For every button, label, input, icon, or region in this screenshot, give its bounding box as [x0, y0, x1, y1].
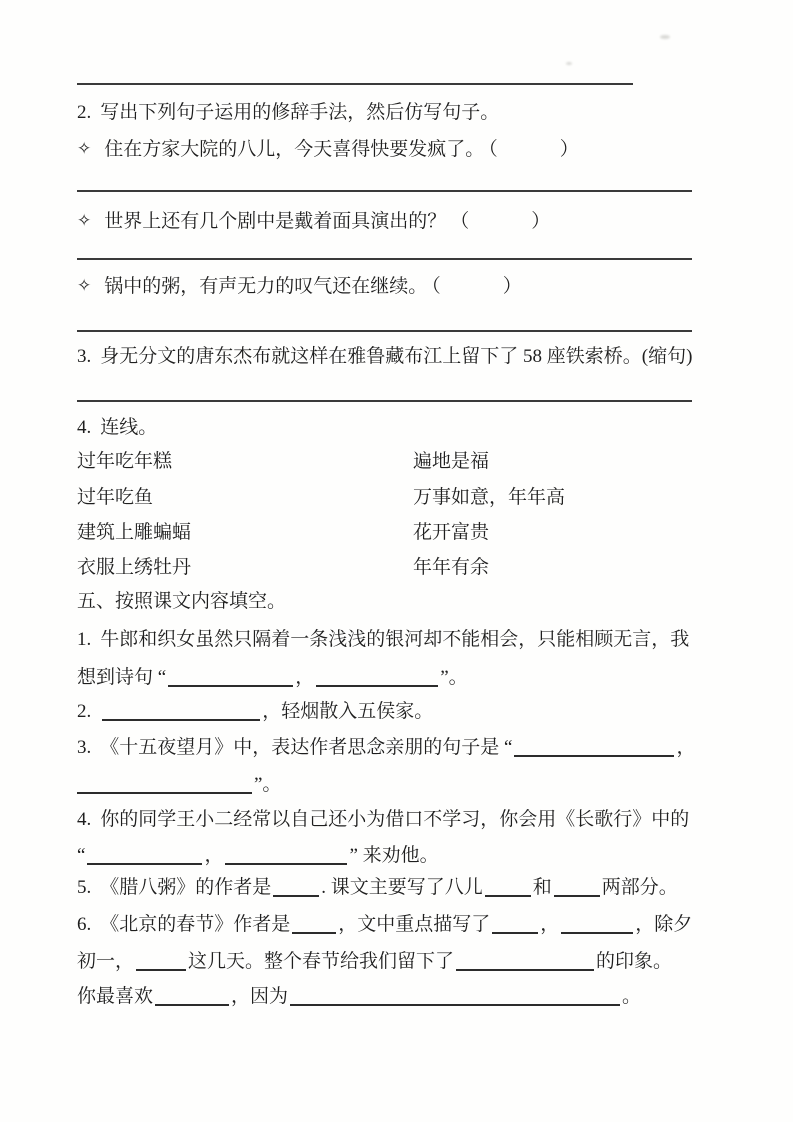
- match-right-item[interactable]: 年年有余: [413, 557, 490, 578]
- section5-q4-line1: [77, 802, 689, 838]
- answer-blank[interactable]: [168, 685, 293, 687]
- answer-blank[interactable]: [155, 1004, 229, 1006]
- match-left-item[interactable]: 过年吃年糕: [77, 451, 173, 472]
- question-number: 2.: [77, 701, 92, 722]
- section5-q3-line1: [77, 730, 695, 766]
- answer-blank[interactable]: [102, 719, 260, 721]
- answer-blank[interactable]: [136, 969, 186, 971]
- sentence-text: ，因为: [231, 986, 289, 1007]
- section5-q6-line2: [77, 944, 672, 980]
- match-row: [77, 550, 717, 586]
- match-left-item[interactable]: 衣服上绣牡丹: [77, 557, 192, 578]
- open-paren: （: [488, 139, 498, 160]
- question-text: 连线。: [100, 417, 158, 438]
- sentence-text: 和: [532, 877, 552, 898]
- sentence-text: ” 来劝他。: [349, 845, 439, 866]
- diamond-bullet-icon: ✧: [77, 139, 92, 158]
- answer-blank[interactable]: [492, 932, 538, 934]
- separator: ，: [295, 667, 315, 688]
- section5-q4-line2: [77, 838, 439, 874]
- match-right-item[interactable]: 遍地是福: [413, 451, 490, 472]
- match-right-item[interactable]: 万事如意，年年高: [413, 487, 566, 508]
- section5-q6-line1: [77, 907, 692, 943]
- match-row: [77, 515, 717, 551]
- sentence-text: 这几天。整个春节给我们留下了: [188, 951, 455, 972]
- answer-line[interactable]: [77, 190, 692, 192]
- answer-parens[interactable]: [450, 211, 550, 232]
- answer-blank[interactable]: [225, 863, 347, 865]
- sentence-text: 《十五夜望月》中，表达作者思念亲朋的句子是 “: [100, 737, 513, 758]
- question-number: 6.: [77, 914, 92, 935]
- answer-blank[interactable]: [77, 792, 252, 794]
- sentence-text: 两部分。: [601, 877, 678, 898]
- diamond-bullet-icon: ✧: [77, 211, 92, 230]
- separator: ，: [204, 845, 224, 866]
- sentence-text: ”。: [440, 667, 468, 688]
- sentence-text: 的印象。: [596, 951, 673, 972]
- question-2-item-1: [77, 132, 579, 168]
- question-number: 5.: [77, 877, 92, 898]
- answer-blank[interactable]: [554, 895, 600, 897]
- sentence-text: 《腊八粥》的作者是: [100, 877, 272, 898]
- separator: ，: [540, 914, 560, 935]
- match-row: [77, 444, 717, 480]
- match-row: [77, 480, 717, 516]
- sentence-text: 初一，: [77, 951, 135, 972]
- sentence-text: 住在方家大院的八儿，今天喜得快要发疯了。: [104, 139, 485, 160]
- section5-q3-line2: [77, 767, 281, 803]
- answer-blank[interactable]: [290, 1004, 620, 1006]
- answer-line[interactable]: [77, 258, 692, 260]
- answer-line[interactable]: [77, 83, 633, 85]
- match-left-item[interactable]: 建筑上雕蝙蝠: [77, 522, 192, 543]
- question-number: 1.: [77, 629, 92, 650]
- answer-blank[interactable]: [87, 863, 202, 865]
- sentence-text: ，除夕: [635, 914, 693, 935]
- answer-blank[interactable]: [561, 932, 633, 934]
- open-paren: （: [450, 211, 470, 232]
- match-left-item[interactable]: 过年吃鱼: [77, 487, 154, 508]
- sentence-text: ，轻烟散入五侯家。: [262, 701, 434, 722]
- section5-q5: [77, 870, 678, 906]
- section5-q2: [77, 694, 433, 730]
- answer-parens[interactable]: [488, 139, 579, 160]
- question-2-item-2: [77, 204, 550, 240]
- sentence-text: . 课文主要写了八儿: [321, 877, 483, 898]
- separator: ，文中重点描写了: [338, 914, 491, 935]
- sentence-text: 身无分文的唐东杰布就这样在雅鲁藏布江上留下了 58 座铁索桥。: [100, 346, 642, 367]
- answer-blank[interactable]: [485, 895, 531, 897]
- sentence-text: 牛郎和织女虽然只隔着一条浅浅的银河却不能相会，只能相顾无言，我: [100, 629, 690, 650]
- open-paren: （: [431, 276, 441, 297]
- scan-artifact: [660, 35, 670, 39]
- sentence-text: 《北京的春节》作者是: [100, 914, 291, 935]
- question-4-heading: [77, 410, 157, 446]
- answer-line[interactable]: [77, 330, 692, 332]
- question-2-heading: [77, 95, 499, 131]
- close-paren: ）: [559, 139, 579, 160]
- sentence-text: 你的同学王小二经常以自己还小为借口不学习，你会用《长歌行》中的: [100, 809, 690, 830]
- answer-parens[interactable]: [431, 276, 522, 297]
- question-2-item-3: [77, 269, 522, 305]
- sentence-text: 。: [622, 986, 642, 1007]
- answer-blank[interactable]: [273, 895, 319, 897]
- separator: ，: [676, 737, 696, 758]
- question-number: 4.: [77, 417, 92, 438]
- answer-line[interactable]: [77, 400, 692, 402]
- sentence-text: 你最喜欢: [77, 986, 154, 1007]
- open-quote: “: [77, 845, 86, 866]
- sentence-text: ”。: [254, 774, 282, 795]
- sentence-text: 想到诗句 “: [77, 667, 167, 688]
- section5-q1-line2: [77, 660, 468, 696]
- section5-q6-line3: [77, 979, 641, 1015]
- question-number: 3.: [77, 737, 92, 758]
- question-number: 3.: [77, 346, 92, 367]
- question-3: [77, 339, 692, 375]
- answer-blank[interactable]: [316, 685, 438, 687]
- answer-blank[interactable]: [456, 969, 594, 971]
- sentence-text: 锅中的粥，有声无力的叹气还在继续。: [104, 276, 428, 297]
- sentence-text: 世界上还有几个剧中是戴着面具演出的？: [104, 211, 447, 232]
- diamond-bullet-icon: ✧: [77, 276, 92, 295]
- scan-artifact: [566, 62, 572, 65]
- answer-blank[interactable]: [514, 755, 674, 757]
- section-heading-text: 五、按照课文内容填空。: [77, 591, 287, 612]
- close-paren: ）: [502, 276, 522, 297]
- question-number: 2.: [77, 102, 92, 123]
- question-note: (缩句): [641, 346, 693, 367]
- question-text: 写出下列句子运用的修辞手法，然后仿写句子。: [100, 102, 500, 123]
- answer-blank[interactable]: [292, 932, 336, 934]
- section5-q1-line1: [77, 622, 689, 658]
- match-right-item[interactable]: 花开富贵: [413, 522, 490, 543]
- section-5-heading: [77, 584, 286, 620]
- question-number: 4.: [77, 809, 92, 830]
- close-paren: ）: [531, 211, 551, 232]
